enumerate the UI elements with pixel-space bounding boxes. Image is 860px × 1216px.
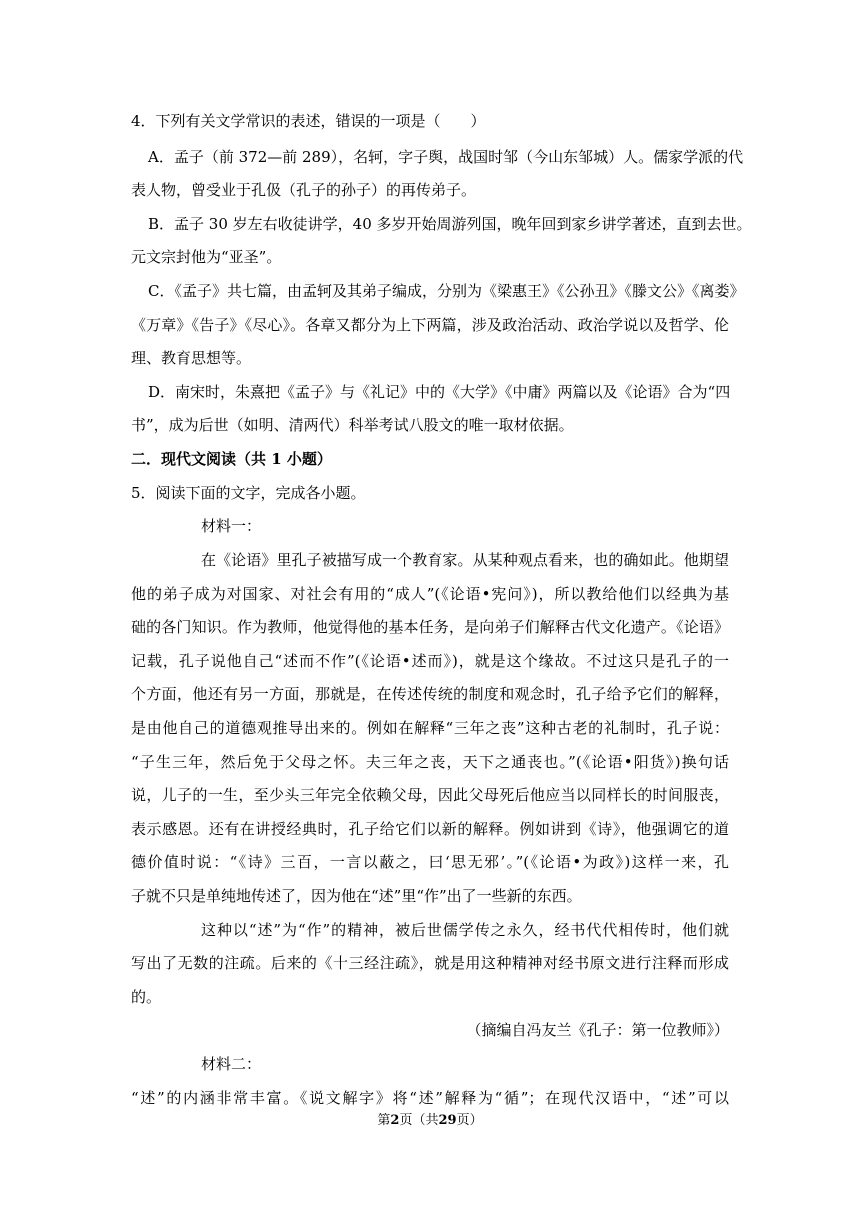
- material-1-para-1-line-10: 德价值时说：“《诗》三百，一言以蔽之，曰‘思无邪’。”(《论语•为政》)这样一来，孔: [131, 853, 729, 871]
- material-1-para-1-line-4: 记载，孔子说他自己“述而不作”(《论语•述而》)，就是这个缘故。不过这只是孔子的一: [131, 652, 729, 670]
- material-2-label: 材料二：: [201, 1055, 262, 1073]
- footer-suffix: 页）: [456, 1113, 483, 1128]
- material-1-para-1-line-11: 子就不只是单纯地传述了，因为他在“述”里“作”出了一些新的东西。: [131, 887, 582, 905]
- option-c-line-2: 《万章》《告子》《尽心》。各章又都分为上下两篇，涉及政治活动、政治学说以及哲学、伦: [131, 316, 729, 334]
- material-1-para-1-line-7: “子生三年，然后免于父母之怀。夫三年之丧，天下之通丧也。”(《论语•阳货》)换句话: [131, 753, 729, 771]
- material-1-para-1-line-1: 在《论语》里孔子被描写成一个教育家。从某种观点看来，也的确如此。他期望: [201, 551, 729, 569]
- material-1-para-1-line-6: 是由他自己的道德观推导出来的。例如在解释“三年之丧”这种古老的礼制时，孔子说：: [131, 719, 729, 737]
- material-1-para-1-line-9: 表示感恩。还有在讲授经典时，孔子给它们以新的解释。例如讲到《诗》，他强调它的道: [131, 820, 729, 838]
- material-1-para-2-line-1: 这种以“述”为“作”的精神，被后世儒学传之永久，经书代代相传时，他们就: [201, 921, 729, 939]
- material-1-para-1-line-8: 说，儿子的一生，至少头三年完全依赖父母，因此父母死后他应当以同样长的时间服丧，: [131, 786, 729, 804]
- page-footer: [0, 1113, 860, 1129]
- option-d-line-1: D．南宋时，朱熹把《孟子》与《礼记》中的《大学》《中庸》两篇以及《论语》合为“四: [148, 383, 731, 401]
- option-d-line-2: 书”，成为后世（如明、清两代）科举考试八股文的唯一取材依据。: [131, 416, 574, 434]
- footer-page-number: 2: [390, 1113, 400, 1128]
- material-1-para-1-line-3: 础的各门知识。作为教师，他觉得他的基本任务，是向弟子们解释古代文化遗产。《论语》: [131, 618, 729, 636]
- question-5-stem: 5．阅读下面的文字，完成各小题。: [131, 484, 366, 502]
- material-1-para-1-line-5: 个方面，他还有另一方面，那就是，在传述传统的制度和观念时，孔子给予它们的解释，: [131, 685, 729, 703]
- footer-middle: 页（共: [399, 1113, 439, 1128]
- material-2-para-1-line-1: “述”的内涵非常丰富。《说文解字》将“述”解释为“循”；在现代汉语中，“述”可以: [131, 1089, 729, 1107]
- footer-total-pages: 29: [438, 1113, 457, 1128]
- question-4-stem: 4．下列有关文学常识的表述，错误的一项是（ ）: [131, 112, 486, 130]
- option-b-line-1: B．孟子 30 岁左右收徒讲学，40 多岁开始周游列国，晚年回到家乡讲学著述，直到去世。: [148, 215, 752, 233]
- option-a-line-1: A．孟子（前 372—前 289），名轲，字子舆，战国时邹（今山东邹城）人。儒家学派的代: [148, 148, 744, 166]
- option-c-line-3: 理、教育思想等。: [131, 349, 252, 367]
- material-1-para-1-line-2: 他的弟子成为对国家、对社会有用的“成人”(《论语•宪问》)，所以教给他们以经典为基: [131, 585, 729, 603]
- material-1-para-2-line-2: 写出了无数的注疏。后来的《十三经注疏》，就是用这种精神对经书原文进行注释而形成: [131, 954, 729, 972]
- material-1-para-2-line-3: 的。: [131, 988, 162, 1006]
- section-2-heading: 二．现代文阅读（共 1 小题）: [131, 450, 332, 468]
- option-a-line-2: 表人物，曾受业于孔伋（孔子的孙子）的再传弟子。: [131, 181, 477, 199]
- footer-prefix: 第: [377, 1113, 391, 1128]
- material-1-label: 材料一：: [201, 517, 262, 535]
- option-b-line-2: 元文宗封他为“亚圣”。: [131, 248, 282, 266]
- material-1-source: （摘编自冯友兰《孔子：第一位教师》）: [466, 1021, 729, 1039]
- option-c-line-1: C．《孟子》共七篇，由孟轲及其弟子编成，分别为《梁惠王》《公孙丑》《滕文公》《离娄》: [148, 282, 745, 300]
